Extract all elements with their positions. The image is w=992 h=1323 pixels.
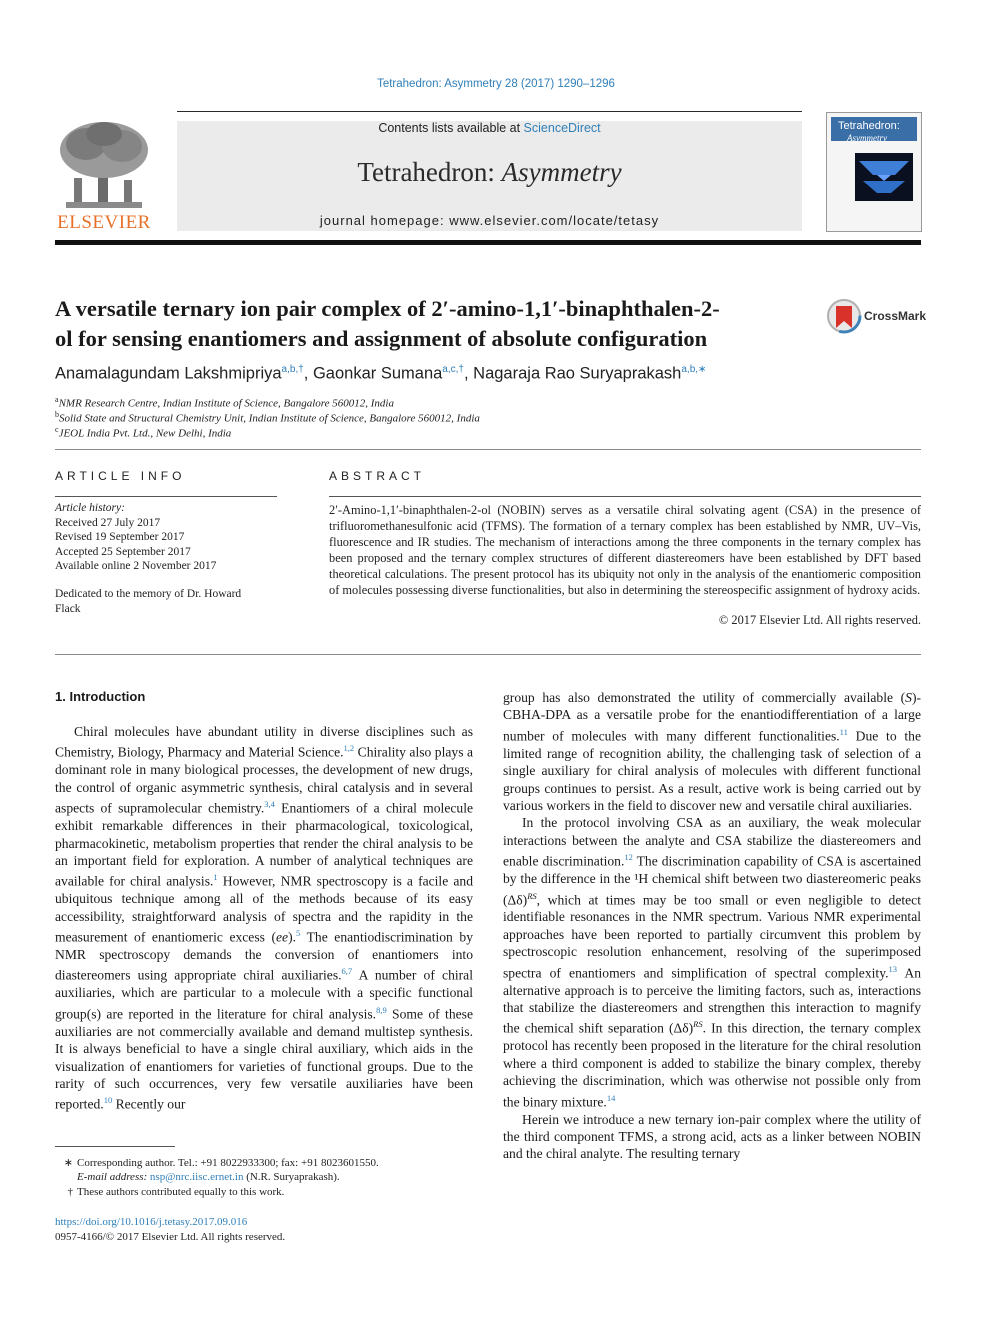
italic-run: ee xyxy=(276,929,289,945)
journal-title-italic: Asymmetry xyxy=(501,157,622,187)
history-accepted: Accepted 25 September 2017 xyxy=(55,545,191,558)
article-info-heading: ARTICLE INFO xyxy=(55,469,186,483)
dedication xyxy=(55,587,285,616)
reference-citation[interactable]: 6,7 xyxy=(341,966,353,977)
body-left-column xyxy=(55,723,473,1113)
reference-citation[interactable]: 1 xyxy=(213,872,218,883)
sciencedirect-link[interactable]: ScienceDirect xyxy=(523,121,601,135)
affiliation-mark: b xyxy=(55,410,59,419)
author-affiliation-marks[interactable]: a,b,† xyxy=(281,364,304,375)
text-run: Recently our xyxy=(112,1096,186,1112)
text-run: In the protocol involving CSA as an auxiliary, the weak molecular interactions between the analyte and CSA stabilize the diastereomers and enable discrimination. xyxy=(503,815,921,869)
corresponding-author-note xyxy=(55,1156,475,1169)
affiliation-b xyxy=(55,410,655,425)
cover-title: Tetrahedron: xyxy=(838,120,900,132)
email-note xyxy=(77,1171,497,1183)
superscript-run: RS xyxy=(693,1019,703,1030)
journal-banner xyxy=(177,121,802,231)
journal-title xyxy=(177,157,802,188)
contents-line xyxy=(177,121,802,135)
affiliation-mark: a xyxy=(55,395,59,404)
reference-citation[interactable]: 13 xyxy=(888,963,898,974)
title-line-1: A versatile ternary ion pair complex of 2′-amino-1,1′-binaphthalen-2- xyxy=(55,296,720,321)
journal-title-plain: Tetrahedron: xyxy=(357,157,502,187)
text-run: ). xyxy=(288,929,297,945)
equal-text: These authors contributed equally to this work. xyxy=(77,1186,285,1198)
intro-paragraph-continued xyxy=(503,689,921,814)
elsevier-wordmark: ELSEVIER xyxy=(57,212,151,233)
dedication-line-2: Flack xyxy=(55,602,81,615)
author-list xyxy=(55,364,835,384)
title-line-2: ol for sensing enantiomers and assignment of absolute configuration xyxy=(55,326,708,351)
affiliation-c xyxy=(55,425,655,440)
text-run: The enantiodiscrimination by NMR spectroscopy demands the conversion of enantiomers into diastereomers using appropriate chiral auxiliaries. xyxy=(55,929,473,983)
contents-prefix: Contents lists available at xyxy=(378,121,524,135)
elsevier-logo xyxy=(52,118,156,234)
author-name[interactable]: Gaonkar Sumana xyxy=(312,364,443,383)
text-run: group has also demonstrated the utility of commercially available ( xyxy=(503,690,906,705)
text-run: A number of chiral auxiliaries, which are particular to a molecule with a specific functional group(s) are reported in the literature for chiral analysis. xyxy=(55,967,473,1022)
text-run: The discrimination capability of CSA is ascertained by the difference in the ¹H chemical shift between two diastereomeric peaks (Δδ) xyxy=(503,853,921,908)
article-history xyxy=(55,501,285,574)
body-right-column xyxy=(503,689,921,1163)
text-run: Due to the limited range of recognition ability, the challenging task of selection of a single auxiliary for chiral analysis of molecules with different functional groups continues to persist. As a result, active work is being carried out by various workers in the field to discover new and versatile chiral auxiliaries. xyxy=(503,728,921,813)
author-separator: , xyxy=(463,364,474,383)
cover-graphic-icon xyxy=(855,153,913,201)
author-name[interactable]: Anamalagundam Lakshmipriya xyxy=(55,364,282,383)
italic-run: S xyxy=(905,690,912,705)
reference-citation[interactable]: 10 xyxy=(103,1095,113,1106)
tree-logo-icon xyxy=(52,118,156,212)
affiliation-rule xyxy=(55,449,921,450)
article-info-rule xyxy=(55,496,277,497)
text-run: Chirality also plays a dominant role in many biological processes, the development of new drugs, the control of organic asymmetric synthesis, chiral catalysis and in several aspects of supramolecular chemistry. xyxy=(55,744,473,816)
author-name[interactable]: Nagaraja Rao Suryaprakash xyxy=(473,364,682,383)
text-run: An alternative approach is to perceive the limiting factors, such as, interactions that stabilize the diastereomers and strengthen this interaction to magnify the chemical shift separation (Δδ) xyxy=(503,965,922,1036)
history-revised: Revised 19 September 2017 xyxy=(55,531,185,543)
header-rule xyxy=(177,111,802,112)
reference-citation[interactable]: 1,2 xyxy=(343,743,355,754)
article-title xyxy=(55,294,795,354)
footnote-rule xyxy=(55,1146,175,1147)
abstract-rule xyxy=(329,496,921,497)
equal-mark: † xyxy=(67,1186,73,1198)
journal-citation[interactable]: Tetrahedron: Asymmetry 28 (2017) 1290–1296 xyxy=(377,78,615,90)
reference-citation[interactable]: 5 xyxy=(296,928,301,939)
text-run: However, NMR spectroscopy is a facile and ubiquitous technique among all of the methods because of its easy accessibility, straightforward analysis of spectra and the rapidity in the measurement of enantiomeric excess ( xyxy=(55,873,473,945)
affiliation-mark: c xyxy=(55,425,59,434)
reference-citation[interactable]: 8,9 xyxy=(376,1004,387,1015)
reference-citation[interactable]: 12 xyxy=(624,852,633,863)
history-received: Received 27 July 2017 xyxy=(55,516,161,529)
text-run: , which at times may be too small or even negligible to detect identifiable resonances in the NMR spectrum. Various NMR experimental approaches have been reported to partially circumvent this problem by spectroscopic resolution enhancement, resolving of the superimposed spectra of enantiomers and simplification of spectral complexity. xyxy=(503,892,921,981)
history-online: Available online 2 November 2017 xyxy=(55,560,217,572)
reference-citation[interactable]: 11 xyxy=(839,726,848,737)
superscript-run: RS xyxy=(527,890,537,901)
abstract-heading: ABSTRACT xyxy=(329,469,426,483)
journal-homepage[interactable]: journal homepage: www.elsevier.com/locate/tetasy xyxy=(319,213,660,228)
crossmark-badge[interactable] xyxy=(826,298,926,334)
journal-cover[interactable] xyxy=(826,112,922,232)
cover-subtitle: Asymmetry xyxy=(847,133,887,143)
dedication-line-1: Dedicated to the memory of Dr. Howard xyxy=(55,588,242,600)
abstract-copyright: © 2017 Elsevier Ltd. All rights reserved. xyxy=(718,613,921,627)
author-affiliation-marks[interactable]: a,b,∗ xyxy=(681,364,707,375)
text-run: Herein we introduce a new ternary ion-pair complex where the utility of the third component TFMS, a strong acid, acts as a linker between NOBIN and the chiral analyte. The resulting ternary xyxy=(503,1111,921,1162)
crossmark-icon xyxy=(826,298,862,334)
affiliation-text: NMR Research Centre, Indian Institute of Science, Bangalore 560012, India xyxy=(58,397,394,410)
history-label: Article history: xyxy=(55,502,125,514)
email-suffix: (N.R. Suryaprakash). xyxy=(243,1171,340,1183)
reference-citation[interactable]: 14 xyxy=(606,1092,616,1103)
section-heading-introduction: 1. Introduction xyxy=(55,689,146,704)
text-run: Chiral molecules have abundant utility in diverse disciplines such as Chemistry, Biology, Pharmacy and Material Science. xyxy=(55,724,473,760)
text-run: )-CBHA-DPA as a versatile probe for the enantiodifferentiation of a large number of molecules with many different functionalities. xyxy=(503,690,921,744)
email-label: E-mail address: xyxy=(77,1171,150,1183)
author-email-link[interactable]: nsp@nrc.iisc.ernet.in xyxy=(149,1171,244,1183)
text-run: . In this direction, the ternary complex protocol has recently been proposed in the literature for the chiral resolution where a third component is added to stabilize the binary complex, thereby achieving the discrimination, which was otherwise not possible only from the binary mixture. xyxy=(503,1020,922,1110)
equal-contribution-note xyxy=(55,1186,475,1198)
header-thick-rule xyxy=(55,240,921,245)
author-separator: , xyxy=(303,364,313,383)
affiliation-text: Solid State and Structural Chemistry Unit, Indian Institute of Science, Bangalore 560012, India xyxy=(59,412,480,425)
intro-paragraph-3 xyxy=(503,1111,921,1163)
affiliation-a xyxy=(55,395,655,410)
affiliation-text: JEOL India Pvt. Ltd., New Delhi, India xyxy=(58,427,232,440)
doi-link[interactable]: https://doi.org/10.1016/j.tetasy.2017.09.016 xyxy=(55,1216,248,1228)
author-affiliation-marks[interactable]: a,c,† xyxy=(442,364,464,375)
intro-paragraph-1 xyxy=(55,723,473,1113)
text-run: Enantiomers of a chiral molecule exhibit remarkable differences in their pharmacological, toxicological, pharmacokinetic, metabolism properties that render the chiral analysis to be an important field for exploration. A number of analytical techniques are available for chiral analysis. xyxy=(55,800,473,889)
intro-paragraph-2 xyxy=(503,814,921,1110)
corresponding-text: Corresponding author. Tel.: +91 8022933300; fax: +91 8023601550. xyxy=(77,1157,379,1169)
corresponding-mark: ∗ xyxy=(63,1157,73,1169)
abstract-text: 2′-Amino-1,1′-binaphthalen-2-ol (NOBIN) serves as a versatile chiral solvating agent (CSA) in the presence of trifluoromethanesulfonic acid (TFMS). The formation of a ternary complex has been established by NMR, UV–Vis, fluorescence and IR studies. The mechanism of interactions among the three components in the ternary complex has been proposed and the ternary complex structures of different diastereomers have been established by DFT based theoretical calculations. The present protocol has its ubiquity not only in the analysis of the enantiomeric composition of molecules possessing diverse functionalities, but also in determining the stereospecific assignment of hydroxy acids. xyxy=(329,503,921,597)
text-run: Some of these auxiliaries are not commercially available and demand multistep synthesis. It is always beneficial to have a single chiral auxiliary, which aids in the visualization of enantiomers for varieties of functional groups. Due to the rarity of such occurrences, very few versatile auxiliaries have been reported. xyxy=(55,1006,473,1112)
abstract-bottom-rule xyxy=(55,654,921,655)
crossmark-label: CrossMark xyxy=(864,309,927,323)
issn-copyright: 0957-4166/© 2017 Elsevier Ltd. All rights reserved. xyxy=(55,1231,286,1243)
reference-citation[interactable]: 3,4 xyxy=(264,799,275,810)
cover-image xyxy=(855,153,913,201)
